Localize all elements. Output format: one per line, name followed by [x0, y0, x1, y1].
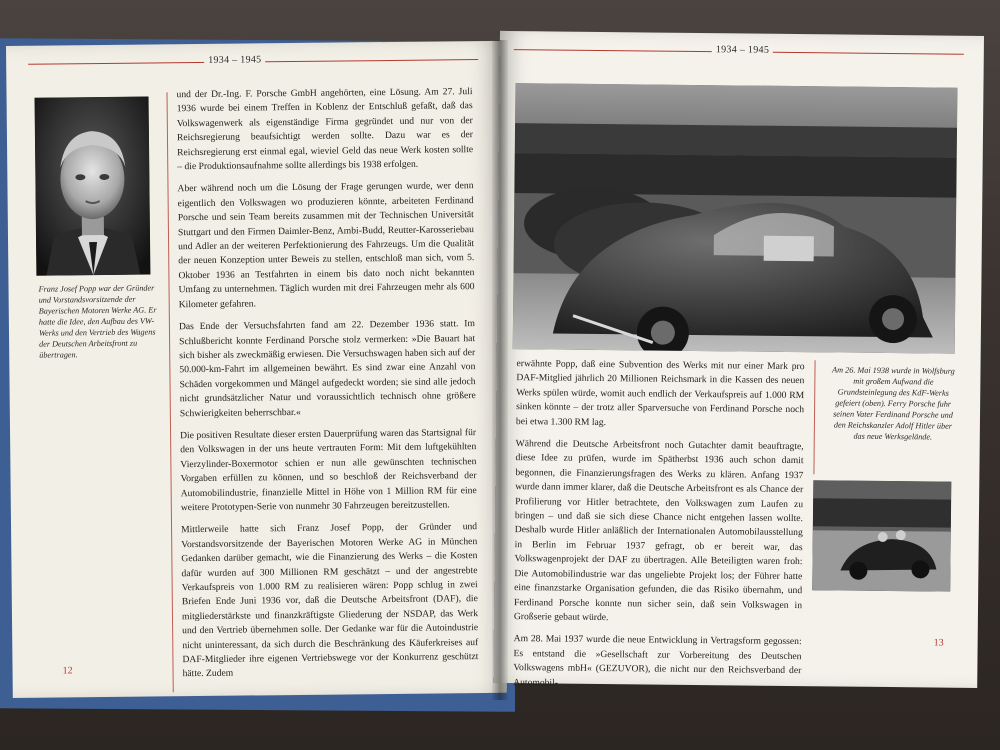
portrait-caption: Franz Josef Popp war der Gründer und Vorstandsvorsitzende der Bayerischen Motoren Werke AG. Er hatte die Idee, den Aufbau des VW-Werks und den Vertrieb des Wagens der Deutschen Arbeitsfront zu übertragen. — [38, 283, 157, 360]
page-number: 12 — [62, 665, 73, 677]
column-rule — [166, 92, 173, 692]
paragraph: Aber während noch um die Lösung der Frage gerungen wurde, wer denn eigentlich den Volkswagen wo produzieren könnte, arbeiteten Ferdinand Porsche und sein Team bereits zusammen mit der Technischen Universität Stuttgart und den Firmen Daimler-Benz, Ambi-Budd, Reutter-Karosseriebau und Adler an der weiteren Perfektionierung des Fahrzeugs. Um die Qualität der neuen Konzeption unter Beweis zu stellen, entschloß man sich, vom 5. Oktober 1936 an Testfahrten in einem bis dato noch nicht bekannten Umfang zu unternehmen. Täglich wurden mit drei Fahrzeugen mehr als 600 Kilometer gefahren. — [177, 180, 475, 310]
left-page — [6, 41, 507, 698]
left-header: 1934 – 1945 — [204, 54, 265, 66]
page-number: 13 — [933, 637, 944, 649]
book-gutter — [492, 40, 508, 700]
top-photo-caption: Am 26. Mai 1938 wurde in Wolfsburg mit großem Aufwand die Grundsteinlegung des KdF-Werks gefeiert (oben). Ferry Porsche fuhr seinen Vater Ferdinand Porsche und den Reichskanzler Adolf Hitler über das neue Werksgelände. — [832, 365, 955, 442]
portrait-photo — [35, 97, 151, 276]
right-page — [493, 31, 984, 688]
paragraph: Am 28. Mai 1937 wurde die neue Entwicklung in Vertragsform gegossen: Es entstand die »Gesellschaft zur Vorbereitung des Deutschen Volkswagens mbH« (GEZUVOR), die nicht nur den Reichsverband der Automobil- — [513, 633, 802, 689]
left-body-text — [176, 85, 478, 690]
paragraph: und der Dr.-Ing. F. Porsche GmbH angehörten, eine Lösung. Am 27. Juli 1936 wurde bei einem Treffen in Koblenz der Entschluß gefaßt, daß das Volkswagenwerk als eigenständige Firma gegründet und nur von der Reichsregierung beaufsichtigt werden sollte. Dazu war es der Reichsregierung erst einmal egal, wieviel Geld das neue Werk kosten sollte – die Produktionsaufnahme sollte allerdings bis 1938 erfolgen. — [176, 86, 474, 173]
convertible-photo — [812, 480, 951, 591]
paragraph: Das Ende der Versuchsfahrten fand am 22. Dezember 1936 statt. Im Schlußbericht konnte Ferdinand Porsche stolz vermerken: »Die Bauart hat sich bisher als zweckmäßig erwiesen. Die Versuchswagen haben sich auf der 50.000-km-Fahrt im allgemeinen bewährt. Es sind zwar eine Anzahl von Schäden vorgekommen und Mängel aufgedeckt worden; sie sind alle jedoch nicht grundsätzlicher Natur und voraussichtlich technisch ohne größere Schwierigkeiten beherrschbar.« — [178, 318, 476, 419]
paragraph: erwähnte Popp, daß eine Subvention des Werks mit nur einer Mark pro DAF-Mitglied jährlich 20 Millionen Reichsmark in die Kassen des neuen Werks spülen würde, womit auch endlich der Verkaufspreis auf 1.000 RM sinken könnte – der trotz aller Sparversuche von Ferdinand Porsche noch bei etwa 1.300 RM lag. — [515, 358, 805, 428]
paragraph: Während die Deutsche Arbeitsfront noch Gutachter damit beauftragte, diese Idee zu prüfen, wurde im Spätherbst 1936 auch schon damit begonnen, die Finanzierungsfragen des Werks zu klären. Anfang 1937 wurde dann immer klarer, daß die Deutsche Arbeitsfront es als Chance der Profilierung vor Hitler betrachtete, den Volkswagen zum Laufen zu bringen – und daß sie sich diese Chance nicht entgehen lassen wollte. Deshalb wurde Hitler anläßlich der Internationalen Automobilausstellung in Berlin im Februar 1937 gefragt, ob er bereit war, das Volkswagenprojekt der DAF zu übertragen. Alle Beteiligten waren froh: Die Automobilindustrie war das ungeliebte Projekt los; der Führer hatte eine finanzstarke Organisation gefunden, die das Risiko übernahm, und Ferdinand Porsche konnte nun sicher sein, daß sein Volkswagen in Großserie gebaut würde. — [513, 438, 804, 624]
right-header: 1934 – 1945 — [712, 44, 773, 56]
right-body-text — [513, 357, 805, 701]
caption-rule — [813, 360, 815, 474]
paragraph: Mittlerweile hatte sich Franz Josef Popp, der Gründer und Vorstandsvorsitzende der Bayerischen Motoren Werke AG in München Gedanken darüber gemacht, wie die Finanzierung des Werks – die Kosten dafür wurden auf 300 Millionen RM geschätzt – und der angestrebte Verkaufspreis von 1.000 RM zu realisieren wären: Popp schlug in zwei Briefen Ende Juni 1936 vor, daß die Deutsche Arbeitsfront (DAF), die mitgliederstärkste und finanzkräftigste Gliederung der NSDAP, das Werk und den Vertrieb übernehmen solle. Der Gedanke war für die Autoindustrie nicht uninteressant, da sich durch die Beschränkung des Käuferkreises auf DAF-Mitglieder ihre eigenen Vertriebswege vor der Konkurrenz geschützt hätte. Zudem — [181, 521, 479, 680]
car-parade-photo — [513, 83, 958, 354]
paragraph: Die positiven Resultate dieser ersten Dauerprüfung waren das Startsignal für den Volkswagen in der uns heute vertrauten Form: Mit dem luftgekühlten Vierzylinder-Boxermotor schien er nun alle gewünschten technischen Vorgaben erfüllen zu können, und so beschloß der Reichsverband der Automobilindustrie, finanzielle Mittel in Höhe von 1 Million RM für eine weitere Prototypen-Serie von nunmehr 30 Fahrzeugen bereitzustellen. — [180, 427, 477, 514]
